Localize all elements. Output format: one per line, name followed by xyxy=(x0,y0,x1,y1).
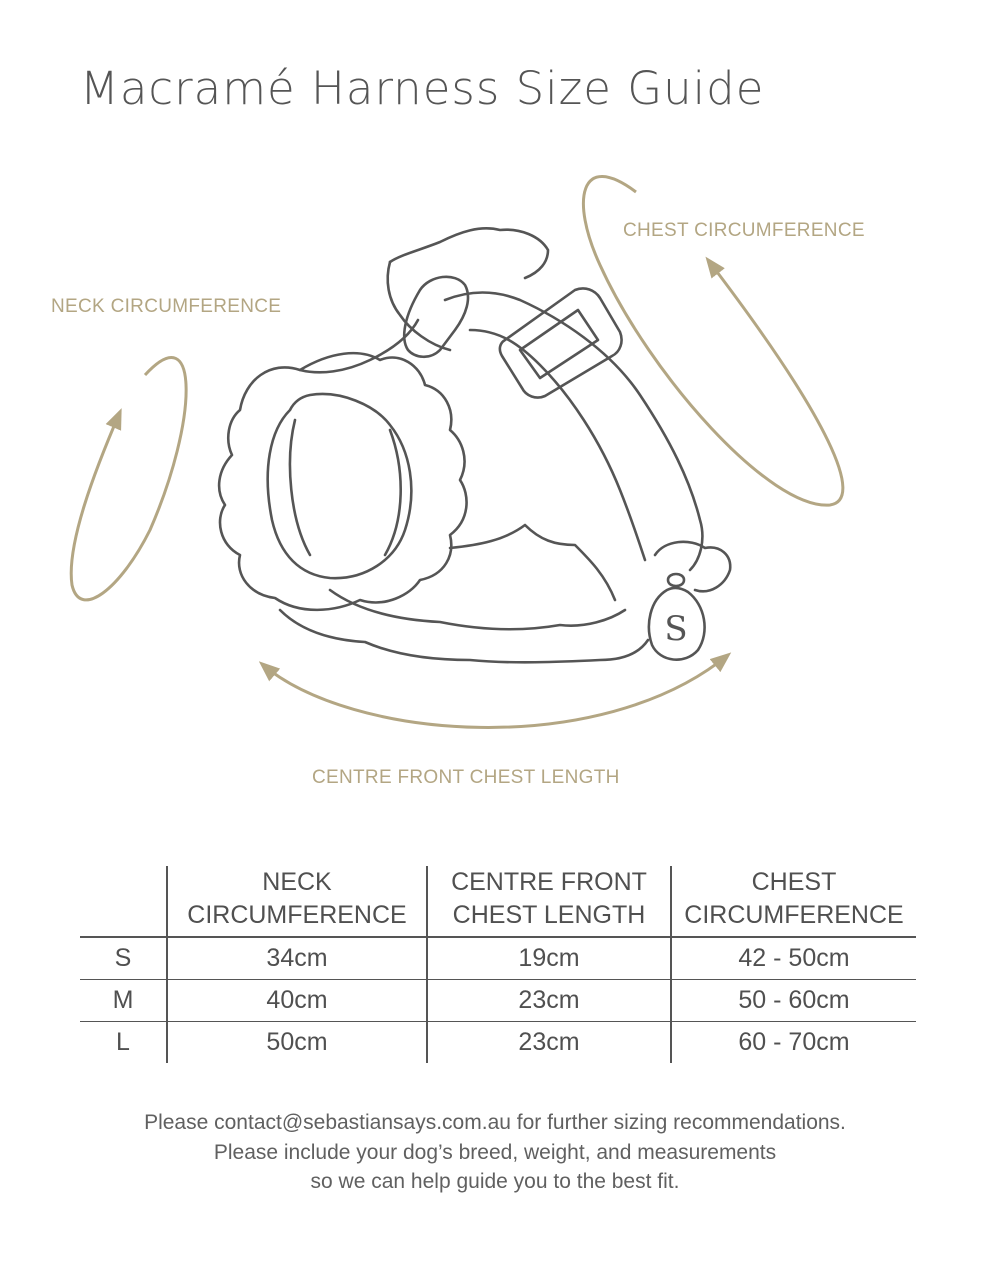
header-centre-front xyxy=(427,866,671,937)
table-header-row xyxy=(80,866,916,937)
page-title: Macramé Harness Size Guide xyxy=(80,62,765,115)
centre-front-chest-length-label: CENTRE FRONT CHEST LENGTH xyxy=(312,767,620,788)
header-neck xyxy=(167,866,427,937)
footer-line: Please include your dog’s breed, weight, and measurements xyxy=(213,1140,777,1164)
centre-front-cell: 23cm xyxy=(427,980,671,1022)
chest-cell: 60 - 70cm xyxy=(671,1022,916,1064)
neck-cell: 34cm xyxy=(167,937,427,980)
header-line: CHEST LENGTH xyxy=(452,901,646,929)
chest-cell: 50 - 60cm xyxy=(671,980,916,1022)
neck-cell: 50cm xyxy=(167,1022,427,1064)
harness-outline xyxy=(219,228,730,662)
neck-cell: 40cm xyxy=(167,980,427,1022)
header-line: CIRCUMFERENCE xyxy=(684,901,904,929)
footer-line: Please contact@sebastiansays.com.au for further sizing recommendations. xyxy=(144,1111,846,1134)
chest-cell: 42 - 50cm xyxy=(671,937,916,980)
centre-front-arrow xyxy=(262,655,728,727)
table-row xyxy=(80,980,916,1022)
header-chest xyxy=(671,866,916,937)
footer-line: so we can help guide you to the best fit. xyxy=(310,1170,680,1193)
header-line: CENTRE FRONT xyxy=(451,868,647,896)
header-size xyxy=(80,866,167,937)
centre-front-cell: 23cm xyxy=(427,1022,671,1064)
size-table xyxy=(80,866,916,1063)
size-cell: S xyxy=(114,944,132,972)
header-line: NECK xyxy=(262,868,332,896)
header-line: CIRCUMFERENCE xyxy=(187,901,407,929)
centre-front-cell: 19cm xyxy=(427,937,671,980)
tag-letter: S xyxy=(664,609,688,649)
neck-circumference-label: NECK CIRCUMFERENCE xyxy=(51,296,282,317)
footer-note xyxy=(0,1108,990,1197)
table-row xyxy=(80,937,916,980)
harness-diagram xyxy=(0,150,1000,810)
header-line: CHEST xyxy=(751,868,837,896)
table-row xyxy=(80,1022,916,1064)
size-cell: M xyxy=(80,980,167,1022)
chest-circumference-label: CHEST CIRCUMFERENCE xyxy=(623,220,865,241)
size-cell: L xyxy=(80,1022,167,1064)
neck-arrow xyxy=(71,358,186,600)
